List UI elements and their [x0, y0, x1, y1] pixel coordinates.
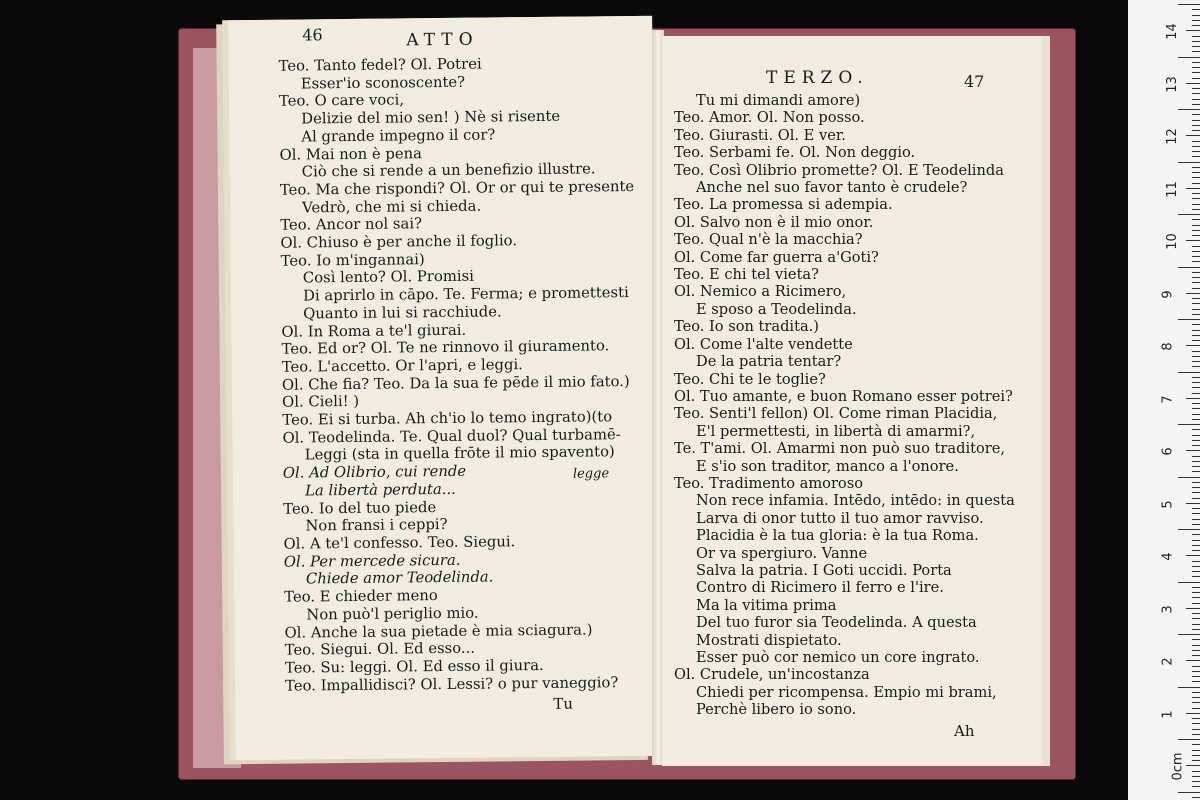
- ruler-tick: [1192, 340, 1200, 341]
- ruler-tick: [1192, 571, 1200, 572]
- ruler-number: 14: [1164, 23, 1180, 40]
- ruler-tick: [1192, 99, 1200, 100]
- ruler-tick: [1192, 414, 1200, 415]
- text-line: Ol. Salvo non è il mio onor.: [674, 213, 874, 231]
- scale-ruler: [1128, 0, 1200, 800]
- ruler-tick: [1192, 592, 1200, 593]
- text-line: Teo. Tradimento amoroso: [674, 474, 863, 492]
- text-line: Ol. Tuo amante, e buon Romano esser potrei?: [674, 387, 1013, 405]
- ruler-tick: [1192, 36, 1200, 37]
- text-line: Perchè libero io sono.: [696, 701, 857, 719]
- ruler-tick: [1192, 487, 1200, 488]
- ruler-tick: [1192, 251, 1200, 252]
- ruler-tick: [1192, 120, 1200, 121]
- ruler-tick: [1192, 618, 1200, 619]
- text-line: Ol. Anche la sua pietade è mia sciagura.): [284, 620, 593, 642]
- ruler-tick: [1178, 582, 1200, 583]
- text-line: Ol. A te'l confesso. Teo. Siegui.: [283, 533, 516, 553]
- text-block: [674, 92, 1015, 719]
- text-line: Ol. Ad Olibrio, cui rende: [282, 462, 467, 482]
- text-line: De la patria tentar?: [696, 353, 842, 371]
- text-line: Teo. Ed or? Ol. Te ne rinnovo il giuramento.: [281, 337, 610, 358]
- text-line: Salva la patria. I Goti uccidi. Porta: [696, 561, 952, 579]
- ruler-number: 7: [1160, 394, 1176, 404]
- ruler-tick: [1192, 41, 1200, 42]
- ruler-tick: [1192, 524, 1200, 525]
- ruler-tick: [1192, 130, 1200, 131]
- ruler-tick: [1192, 51, 1200, 52]
- text-line: Teo. Io del tuo piede: [283, 498, 437, 518]
- ruler-number: 2: [1160, 657, 1176, 666]
- ruler-tick: [1192, 603, 1200, 604]
- ruler-tick: [1192, 650, 1200, 651]
- marginal-word: legge: [572, 466, 610, 482]
- ruler-tick: [1192, 697, 1200, 698]
- ruler-tick: [1192, 177, 1200, 178]
- ruler-tick: [1192, 324, 1200, 325]
- text-line: Anche nel suo favor tanto è crudele?: [696, 179, 968, 197]
- text-line: Delizie del mio sen! ) Nè si risente: [301, 107, 561, 128]
- ruler-tick: [1192, 440, 1200, 441]
- ruler-tick: [1192, 597, 1200, 598]
- text-line: E sposo a Teodelinda.: [696, 300, 857, 318]
- ruler-tick: [1192, 261, 1200, 262]
- ruler-tick: [1192, 613, 1200, 614]
- ruler-tick: [1192, 629, 1200, 630]
- ruler-tick: [1192, 508, 1200, 509]
- text-line: Leggi (sta in quella frōte il mio spavento): [304, 443, 615, 464]
- ruler-number: 8: [1160, 342, 1176, 351]
- ruler-tick: [1186, 398, 1200, 399]
- ruler-number: 3: [1160, 604, 1176, 614]
- text-line: Ol. In Roma a te'l giurai.: [281, 321, 467, 341]
- text-line: Ol. Come l'alte vendette: [674, 335, 853, 353]
- ruler-tick: [1192, 781, 1200, 782]
- text-line: Teo. Ma che rispondi? Ol. Or or qui te presente: [279, 177, 635, 199]
- ruler-tick: [1192, 67, 1200, 68]
- text-line: Ol. Come far guerra a'Goti?: [674, 248, 879, 266]
- text-line: Vedrò, che mi si chieda.: [302, 197, 482, 217]
- ruler-tick: [1192, 760, 1200, 761]
- ruler-tick: [1178, 319, 1200, 320]
- ruler-tick: [1192, 645, 1200, 646]
- ruler-tick: [1186, 555, 1200, 556]
- ruler-tick: [1186, 345, 1200, 346]
- text-line: Chiedi per ricompensa. Empio mi brami,: [696, 683, 997, 701]
- ruler-tick: [1192, 393, 1200, 394]
- ruler-tick: [1192, 498, 1200, 499]
- ruler-tick: [1192, 25, 1200, 26]
- ruler-number: 5: [1160, 499, 1176, 509]
- ruler-tick: [1186, 30, 1200, 31]
- text-line: Teo. Serbami fe. Ol. Non deggio.: [674, 144, 916, 162]
- ruler-tick: [1186, 450, 1200, 451]
- text-line: Tu mi dimandi amore): [696, 92, 861, 109]
- ruler-tick: [1192, 702, 1200, 703]
- text-line: Teo. O care voci,: [278, 91, 405, 111]
- ruler-tick: [1186, 713, 1200, 714]
- text-line: Ol. Nemico a Ricimero,: [674, 283, 847, 301]
- ruler-tick: [1192, 351, 1200, 352]
- ruler-tick: [1178, 529, 1200, 530]
- ruler-tick: [1192, 198, 1200, 199]
- ruler-tick: [1192, 513, 1200, 514]
- text-line: Teo. L'accetto. Or l'apri, e leggi.: [281, 356, 523, 376]
- ruler-tick: [1192, 356, 1200, 357]
- ruler-tick: [1192, 461, 1200, 462]
- ruler-tick: [1186, 240, 1200, 241]
- ruler-tick: [1192, 230, 1200, 231]
- ruler-tick: [1192, 282, 1200, 283]
- ruler-tick: [1192, 361, 1200, 362]
- text-line: Ol. Che fia? Teo. Da la sua fe pēde il mio fato.): [281, 372, 630, 394]
- ruler-tick: [1192, 750, 1200, 751]
- ruler-tick: [1192, 466, 1200, 467]
- text-line: Teo. Siegui. Ol. Ed esso...: [284, 639, 476, 659]
- ruler-tick: [1178, 267, 1200, 268]
- text-line: Quanto in lui si racchiude.: [303, 303, 502, 323]
- page-number: 46: [302, 25, 323, 45]
- ruler-tick: [1178, 424, 1200, 425]
- ruler-tick: [1192, 204, 1200, 205]
- ruler-tick: [1192, 330, 1200, 331]
- ruler-tick: [1192, 62, 1200, 63]
- text-line: Esser può cor nemico un core ingrato.: [696, 649, 980, 666]
- catchword: Ah: [954, 722, 975, 740]
- ruler-tick: [1192, 708, 1200, 709]
- ruler-tick: [1192, 125, 1200, 126]
- ruler-tick: [1178, 4, 1200, 5]
- ruler-tick: [1192, 72, 1200, 73]
- ruler-tick: [1192, 545, 1200, 546]
- ruler-tick: [1192, 335, 1200, 336]
- ruler-tick: [1192, 141, 1200, 142]
- ruler-tick: [1178, 634, 1200, 635]
- ruler-tick: [1192, 382, 1200, 383]
- ruler-tick: [1192, 193, 1200, 194]
- ruler-tick: [1192, 561, 1200, 562]
- ruler-tick: [1192, 93, 1200, 94]
- ruler-number: 11: [1164, 180, 1180, 198]
- ruler-tick: [1192, 676, 1200, 677]
- text-line: Ol. Per mercede sicura.: [283, 551, 461, 571]
- ruler-tick: [1192, 755, 1200, 756]
- text-line: La libertà perduta...: [304, 480, 456, 500]
- ruler-tick: [1192, 366, 1200, 367]
- ruler-tick: [1186, 765, 1200, 766]
- ruler-tick: [1192, 797, 1200, 798]
- text-line: E'l permettesti, in libertà di amarmi?,: [696, 422, 976, 440]
- ruler-tick: [1192, 156, 1200, 157]
- ruler-tick: [1192, 151, 1200, 152]
- ruler-tick: [1192, 277, 1200, 278]
- ruler-tick: [1178, 162, 1200, 163]
- text-block: [279, 54, 640, 695]
- ruler-tick: [1192, 429, 1200, 430]
- ruler-number: 6: [1160, 447, 1176, 456]
- ruler-tick: [1192, 309, 1200, 310]
- text-line: Larva di onor tutto il tuo amor ravviso.: [696, 509, 984, 527]
- text-line: Teo. Amor. Ol. Non posso.: [674, 109, 865, 127]
- ruler-tick: [1192, 403, 1200, 404]
- ruler-tick: [1192, 78, 1200, 79]
- ruler-tick: [1192, 435, 1200, 436]
- text-line: Teo. Tanto fedel? Ol. Potrei: [278, 55, 482, 75]
- ruler-tick: [1186, 608, 1200, 609]
- ruler-tick: [1178, 372, 1200, 373]
- text-line: Teo. Impallidisci? Ol. Lessi? o pur vaneggio?: [285, 673, 619, 695]
- text-line: Ol. Crudele, un'incostanza: [674, 666, 870, 684]
- ruler-tick: [1192, 456, 1200, 457]
- text-line: Teo. E chieder meno: [284, 587, 438, 606]
- ruler-tick: [1192, 183, 1200, 184]
- ruler-tick: [1178, 109, 1200, 110]
- ruler-tick: [1192, 519, 1200, 520]
- text-line: Teo. Ei si turba. Ah ch'io lo temo ingrato)(to: [282, 408, 613, 429]
- text-line: Teo. Ancor nol sai?: [280, 215, 423, 235]
- text-line: Te. T'ami. Ol. Amarmi non può suo traditore,: [674, 440, 1006, 458]
- text-line: Ol. Mai non è pena: [279, 144, 423, 164]
- ruler-tick: [1192, 655, 1200, 656]
- text-line: Del tuo furor sia Teodelinda. A questa: [696, 614, 977, 632]
- ruler-number: 1: [1160, 709, 1176, 719]
- ruler-tick: [1186, 135, 1200, 136]
- ruler-tick: [1192, 88, 1200, 89]
- ruler-tick: [1192, 587, 1200, 588]
- ruler-tick: [1192, 114, 1200, 115]
- ruler-tick: [1192, 482, 1200, 483]
- ruler-tick: [1192, 671, 1200, 672]
- ruler-number: 10: [1164, 233, 1180, 250]
- ruler-tick: [1192, 20, 1200, 21]
- ruler-tick: [1192, 624, 1200, 625]
- ruler-tick: [1186, 503, 1200, 504]
- text-line: Di aprirlo in cāpo. Te. Ferma; e promettesti: [302, 284, 629, 305]
- text-line: Contro di Ricimero il ferro e l'ire.: [696, 579, 944, 597]
- ruler-tick: [1186, 83, 1200, 84]
- ruler-tick: [1192, 729, 1200, 730]
- text-line: Teo. E chi tel vieta?: [674, 266, 819, 284]
- ruler-tick: [1186, 188, 1200, 189]
- running-header: TERZO.: [766, 68, 869, 88]
- left-page: [228, 16, 660, 760]
- ruler-tick: [1178, 214, 1200, 215]
- text-line: Teo. Qual n'è la macchia?: [674, 231, 863, 249]
- ruler-tick: [1192, 550, 1200, 551]
- ruler-tick: [1192, 692, 1200, 693]
- ruler-tick: [1192, 256, 1200, 257]
- ruler-tick: [1192, 540, 1200, 541]
- ruler-tick: [1192, 666, 1200, 667]
- text-line: Teo. Senti'l fellon) Ol. Come riman Placidia,: [674, 405, 998, 423]
- ruler-tick: [1192, 771, 1200, 772]
- text-line: Teo. La promessa si adempia.: [674, 196, 893, 214]
- ruler-tick: [1192, 723, 1200, 724]
- text-line: Teo. Chi te le toglie?: [674, 370, 826, 388]
- ruler-tick: [1192, 209, 1200, 210]
- ruler-tick: [1192, 235, 1200, 236]
- ruler-number: 9: [1160, 289, 1176, 299]
- text-line: Ol. Cieli! ): [282, 393, 360, 412]
- ruler-tick: [1192, 718, 1200, 719]
- ruler-tick: [1178, 57, 1200, 58]
- ruler-tick: [1192, 681, 1200, 682]
- ruler-tick: [1192, 167, 1200, 168]
- ruler-tick: [1192, 639, 1200, 640]
- page-number: 47: [964, 72, 985, 91]
- ruler-tick: [1192, 246, 1200, 247]
- text-line: Teo. Giurasti. Ol. E ver.: [674, 126, 846, 144]
- ruler-tick: [1192, 15, 1200, 16]
- text-line: Non rece infamia. Intēdo, intēdo: in questa: [696, 492, 1015, 510]
- text-line: Al grande impegno il cor?: [301, 126, 496, 146]
- text-line: Placidia è la tua gloria: è la tua Roma.: [696, 527, 979, 545]
- text-line: Teo. Io m'ingannai): [280, 250, 425, 270]
- ruler-tick: [1192, 272, 1200, 273]
- text-line: Ma la vitima prima: [696, 596, 837, 614]
- text-line: Ol. Chiuso è per anche il foglio.: [280, 232, 518, 252]
- ruler-tick: [1192, 534, 1200, 535]
- catchword: Tu: [553, 694, 574, 713]
- ruler-tick: [1192, 377, 1200, 378]
- text-line: E s'io son traditor, manco a l'onore.: [696, 457, 959, 475]
- ruler-tick: [1192, 776, 1200, 777]
- ruler-tick: [1192, 744, 1200, 745]
- ruler-number: 4: [1160, 552, 1176, 561]
- ruler-number: 13: [1164, 75, 1180, 93]
- right-page: [662, 36, 1042, 766]
- ruler-tick: [1192, 9, 1200, 10]
- ruler-tick: [1192, 566, 1200, 567]
- ruler-tick: [1192, 288, 1200, 289]
- ruler-tick: [1192, 408, 1200, 409]
- text-line: Chiede amor Teodelinda.: [305, 568, 494, 588]
- ruler-tick: [1192, 303, 1200, 304]
- text-line: Or va spergiuro. Vanne: [696, 544, 868, 562]
- text-line: Teo. Così Olibrio promette? Ol. E Teodelinda: [674, 161, 1004, 179]
- text-line: Così lento? Ol. Promisi: [302, 268, 475, 287]
- ruler-tick: [1192, 46, 1200, 47]
- text-line: Non può'l periglio mio.: [306, 604, 479, 624]
- ruler-number: 12: [1164, 128, 1180, 145]
- ruler-tick: [1178, 687, 1200, 688]
- ruler-tick: [1186, 293, 1200, 294]
- ruler-tick: [1178, 477, 1200, 478]
- ruler-tick: [1192, 146, 1200, 147]
- ruler-tick: [1192, 387, 1200, 388]
- text-line: Teo. Su: leggi. Ol. Ed esso il giura.: [284, 656, 544, 677]
- text-line: Ol. Teodelinda. Te. Qual duol? Qual turbamē-: [282, 425, 621, 447]
- ruler-tick: [1186, 660, 1200, 661]
- ruler-tick: [1192, 492, 1200, 493]
- ruler-tick: [1192, 298, 1200, 299]
- ruler-tick: [1192, 219, 1200, 220]
- ruler-tick: [1192, 314, 1200, 315]
- ruler-tick: [1192, 734, 1200, 735]
- ruler-tick: [1192, 419, 1200, 420]
- ruler-tick: [1178, 739, 1200, 740]
- text-line: Ciò che si rende a un benefizio illustre.: [301, 160, 596, 181]
- ruler-tick: [1178, 792, 1200, 793]
- ruler-tick: [1192, 104, 1200, 105]
- text-line: Esser'io sconoscente?: [300, 73, 466, 93]
- ruler-tick: [1192, 445, 1200, 446]
- text-line: Non fransi i ceppi?: [305, 516, 448, 535]
- ruler-tick: [1192, 576, 1200, 577]
- running-header: ATTO: [406, 29, 479, 51]
- ruler-tick: [1192, 786, 1200, 787]
- text-line: Teo. Io son tradita.): [674, 318, 819, 336]
- ruler-number: 0cm: [1170, 752, 1186, 781]
- ruler-tick: [1192, 471, 1200, 472]
- text-line: Mostrati dispietato.: [696, 631, 842, 649]
- ruler-tick: [1192, 172, 1200, 173]
- ruler-tick: [1192, 225, 1200, 226]
